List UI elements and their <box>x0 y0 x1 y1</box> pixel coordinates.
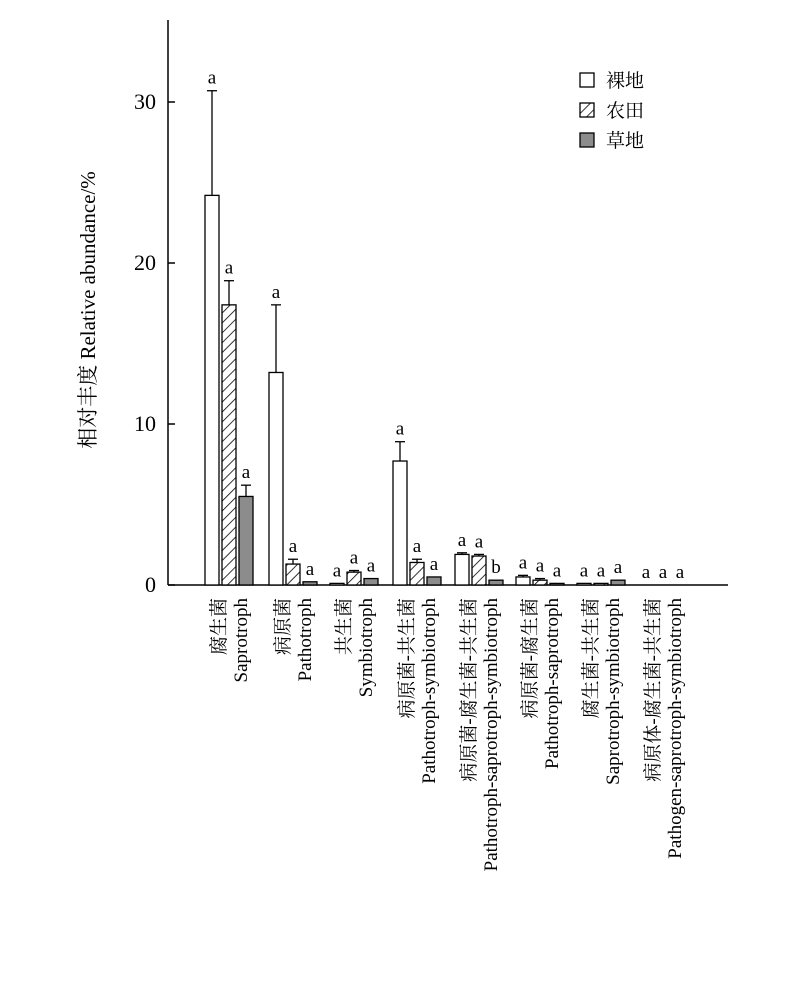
bar <box>205 195 219 585</box>
significance-label: a <box>305 558 315 580</box>
significance-label: a <box>207 67 217 89</box>
y-axis-label: 相对丰度 Relative abundance/% <box>76 171 100 449</box>
significance-label: a <box>658 562 668 583</box>
legend-swatch <box>580 103 594 117</box>
significance-label: a <box>596 560 606 582</box>
bar <box>364 579 378 585</box>
bar <box>286 564 300 585</box>
category-label-en: Pathotroph-saprotroph-symbiotroph <box>481 598 502 872</box>
bar <box>347 572 361 585</box>
significance-label: a <box>412 536 422 558</box>
bar <box>611 580 625 585</box>
legend-label: 草地 <box>606 130 645 152</box>
y-tick-label: 20 <box>134 250 156 275</box>
significance-label: a <box>675 562 685 583</box>
significance-label: a <box>457 529 467 551</box>
category-label <box>208 598 252 683</box>
category-label <box>519 598 563 769</box>
bar <box>489 580 503 585</box>
category-label <box>580 598 624 785</box>
category-label-en: Saprotroph <box>231 598 252 683</box>
category-label <box>642 598 686 859</box>
bar <box>393 461 407 585</box>
y-tick-label: 10 <box>134 411 156 436</box>
significance-label: b <box>491 557 501 579</box>
y-tick-label: 30 <box>134 89 156 114</box>
significance-label: a <box>288 536 298 558</box>
bar <box>303 582 317 585</box>
bar <box>516 577 530 585</box>
significance-label: a <box>395 418 405 440</box>
y-tick-label: 0 <box>145 572 156 597</box>
category-label-zh: 病原体-腐生菌-共生菌 <box>643 598 664 782</box>
significance-label: a <box>613 557 623 579</box>
significance-label: a <box>349 547 359 569</box>
bar <box>472 556 486 585</box>
significance-label: a <box>241 462 251 484</box>
legend-label: 农田 <box>606 100 645 122</box>
category-label <box>333 598 377 698</box>
significance-label: a <box>366 555 376 577</box>
bar <box>410 562 424 585</box>
bar <box>594 583 608 585</box>
category-label-en: Pathotroph-symbiotroph <box>419 598 440 784</box>
category-label-zh: 病原菌-共生菌 <box>397 598 418 719</box>
bar <box>427 577 441 585</box>
significance-label: a <box>224 257 234 279</box>
significance-label: a <box>332 560 342 582</box>
bar <box>239 496 253 585</box>
significance-label: a <box>552 560 562 582</box>
legend-swatch <box>580 73 594 87</box>
bar <box>455 554 469 585</box>
category-label-en: Pathotroph-saprotroph <box>542 598 563 769</box>
category-label-en: Symbiotroph <box>356 598 377 698</box>
category-label-zh: 病原菌-腐生菌 <box>520 598 541 719</box>
category-label-zh: 病原菌 <box>273 598 294 656</box>
category-label <box>396 598 440 784</box>
category-label-en: Pathogen-saprotroph-symbiotroph <box>665 598 686 859</box>
significance-label: a <box>535 555 545 577</box>
category-label-zh: 共生菌 <box>334 598 355 656</box>
significance-label: a <box>474 531 484 553</box>
bar <box>533 580 547 585</box>
significance-label: a <box>518 552 528 574</box>
significance-label: a <box>429 553 439 575</box>
category-label <box>458 598 502 872</box>
significance-label: a <box>271 281 281 303</box>
bar <box>222 305 236 585</box>
category-label-zh: 病原菌-腐生菌-共生菌 <box>459 598 480 782</box>
legend-label: 裸地 <box>606 70 645 92</box>
significance-label: a <box>579 560 589 582</box>
bars <box>205 91 625 585</box>
category-label-en: Pathotroph <box>295 598 316 682</box>
legend <box>580 70 644 152</box>
category-label-en: Saprotroph-symbiotroph <box>603 598 624 785</box>
bar <box>269 372 283 585</box>
bar <box>550 583 564 585</box>
category-label-zh: 腐生菌-共生菌 <box>581 598 602 719</box>
bar <box>330 583 344 585</box>
bar <box>577 583 591 585</box>
category-label-zh: 腐生菌 <box>209 598 230 656</box>
category-label <box>272 598 316 682</box>
legend-swatch <box>580 133 594 147</box>
significance-label: a <box>641 562 651 583</box>
